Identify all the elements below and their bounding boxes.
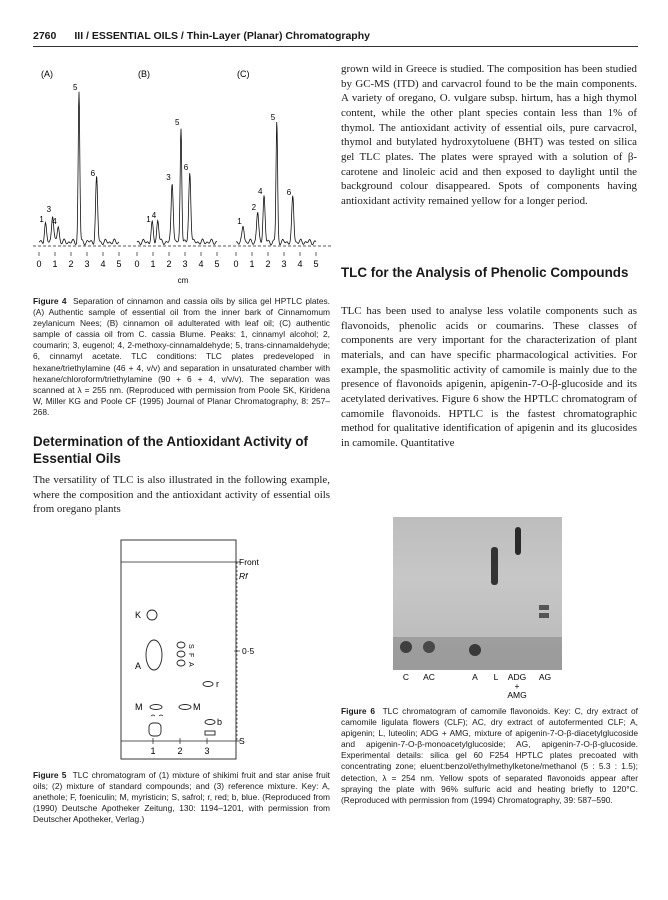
section-heading-antioxidant: Determination of the Antioxidant Activity of Essential Oils bbox=[33, 434, 309, 466]
fig4-tick-label-1-3: 3 bbox=[84, 259, 90, 269]
fig4-tick-label-2-1: 1 bbox=[150, 259, 156, 269]
fig5-spot-m1 bbox=[150, 705, 162, 710]
fig4-tick-label-1-4: 4 bbox=[100, 259, 106, 269]
right-column-paragraph-2: TLC has been used to analyse less volatile components such as flavonoids, phenolic acids or coumarins. These classes of components are very important for the characterization of plant materials, and can have specific pharmacological activities. For example, the spasmolitic activity of camomile is mainly due to the presence of flavonoids apigenin, apigenin-7-O-β-glucoside and its acetylated derivatives. Figure 6 show the HPTLC chromatogram of camomile flavonoids. HPTLC is the fastest chromatographic method for qualitative identification of apigenin and its glucosides in camomile. Quantitative bbox=[341, 305, 637, 449]
fig6-lane-label-ac: AC bbox=[423, 672, 435, 682]
figure-5-caption-label: Figure 5 bbox=[33, 770, 67, 780]
figure-6-hptlc-photo bbox=[393, 517, 562, 670]
figure-4-caption-label: Figure 4 bbox=[33, 296, 67, 306]
fig5-front-label: Front bbox=[239, 557, 259, 567]
section-heading-phenolic: TLC for the Analysis of Phenolic Compounds bbox=[341, 265, 629, 280]
fig4-tick-label-3-2: 2 bbox=[265, 259, 271, 269]
fig6-spot-ag-2 bbox=[539, 605, 549, 610]
fig6-spot-adg-1 bbox=[491, 547, 498, 585]
fig4-tick-label-1-1: 1 bbox=[52, 259, 58, 269]
figure-5-tlc-plate bbox=[118, 538, 278, 763]
fig5-spot-lane3-base bbox=[205, 731, 215, 735]
fig5-start-label: S bbox=[239, 736, 245, 746]
fig4-tick-label-2-0: 0 bbox=[134, 259, 140, 269]
figure-6-lane-labels bbox=[393, 671, 568, 701]
fig4-panel-label-b: (B) bbox=[138, 69, 150, 79]
fig4-peak-label-2-4: 4 bbox=[151, 211, 157, 220]
figure-4-densitogram bbox=[33, 60, 333, 292]
fig4-tick-label-2-3: 3 bbox=[182, 259, 188, 269]
fig4-trace-panel-3 bbox=[236, 122, 316, 245]
fig6-spot-ag-1 bbox=[515, 527, 521, 555]
figure-5-caption-text: TLC chromatogram of (1) mixture of shikimi fruit and star anise fruit oils; (2) mixture of standard compounds; and (3) reference mixture. Key: A, anethole; F, foeniculin; M, myristicin; S, safrol; r, red; b, blue. (Reproduced from (1990) Deutsche Apotheker Zeitung, 130: 1194–1201, with permission from Deutscher Apotheker, Verlag.) bbox=[33, 770, 331, 825]
fig6-lane-label-ag: AG bbox=[538, 672, 552, 682]
fig4-peak-label-1-3: 3 bbox=[46, 205, 52, 214]
fig4-peak-label-1-5: 5 bbox=[73, 83, 78, 92]
header-rule bbox=[33, 46, 638, 47]
fig4-peak-label-2-5: 5 bbox=[175, 118, 180, 127]
fig5-spot-b bbox=[205, 720, 215, 725]
fig5-spot-a bbox=[146, 640, 162, 670]
fig5-spot-label-a: A bbox=[135, 661, 142, 671]
fig5-half-label: 0·5 bbox=[242, 646, 255, 656]
fig6-lane-label-adg: ADG bbox=[507, 672, 527, 682]
fig5-spot-label-f: F bbox=[187, 653, 194, 658]
fig5-spot-label-a2: A bbox=[187, 662, 194, 667]
fig4-tick-label-2-2: 2 bbox=[166, 259, 172, 269]
fig4-tick-label-1-2: 2 bbox=[68, 259, 74, 269]
fig5-spot-label-k: K bbox=[135, 610, 142, 620]
figure-4-caption bbox=[33, 296, 330, 418]
figure-6-caption bbox=[341, 706, 638, 806]
fig5-spot-label-s: S bbox=[187, 644, 194, 649]
fig4-panel-label-a: (A) bbox=[41, 69, 53, 79]
fig5-spot-label-m2: M bbox=[193, 702, 201, 712]
fig4-tick-label-1-0: 0 bbox=[36, 259, 42, 269]
fig5-spot-label-m1: M bbox=[135, 702, 143, 712]
fig6-lane-label-c: C bbox=[402, 672, 410, 682]
section-title: III / ESSENTIAL OILS / Thin-Layer (Planar) Chromatography bbox=[74, 30, 370, 42]
fig4-xlabel: cm bbox=[177, 276, 189, 285]
fig4-peak-label-3-4: 4 bbox=[258, 187, 263, 196]
fig4-tick-label-3-4: 4 bbox=[297, 259, 303, 269]
fig4-peak-label-3-6: 6 bbox=[286, 188, 292, 197]
fig4-peak-label-2-1: 1 bbox=[146, 215, 151, 224]
fig5-spot-lane1-base bbox=[149, 723, 161, 736]
fig4-peak-label-3-1: 1 bbox=[237, 217, 242, 226]
fig4-traces bbox=[39, 83, 316, 245]
page-number: 2760 bbox=[33, 30, 57, 42]
fig4-tick-label-2-5: 5 bbox=[214, 259, 220, 269]
section-antioxidant-paragraph: The versatility of TLC is also illustrated in the following example, where the composition and the antioxidant activity of essential oils from oregano plants bbox=[33, 474, 330, 516]
fig5-spot-a2 bbox=[177, 660, 185, 666]
fig5-lane-label-2: 2 bbox=[177, 746, 183, 756]
fig6-lane-label-amg: AMG bbox=[507, 690, 527, 700]
figure-6-caption-label: Figure 6 bbox=[341, 706, 376, 716]
fig5-spot-label-r: r bbox=[216, 679, 219, 689]
fig5-spot-label-b: b bbox=[217, 717, 223, 727]
fig4-tick-label-3-0: 0 bbox=[233, 259, 239, 269]
fig4-tick-label-2-4: 4 bbox=[198, 259, 204, 269]
figure-4-caption-text: Separation of cinnamon and cassia oils by silica gel HPTLC plates. (A) Authentic sample of essential oil from the inner bark of Cinnamomum zeylanicum Nees; (B) cinnamon oil adulterated with leaf oil; (C) authentic sample of cassia oil from C. cassia Blume. Peaks: 1, cinnamyl alcohol; 2, coumarin; 3, eugenol; 4, 2-methoxy-cinnamaldehyde; 5, trans-cinnamaldehyde; 6, cinnamyl acetate. TLC conditions: TLC plates predeveloped in hexane/triethylamine (46 + 4, v/v) and separation in unsaturated chamber with hexane/chloroform/triethylamine (90 + 6 + 4, v/v/v). The separation was scanned at λ = 255 nm. (Reproduced with permission from Poole SK, Kiridena W, Miller KG and Poole CF (1995) Journal of Planar Chromatography, 8: 257–268. bbox=[33, 296, 331, 417]
fig6-lane-label-plus: + bbox=[514, 681, 520, 691]
figure-6-caption-text: TLC chromatogram of camomile flavonoids. Key: C, dry extract of camomile ligulata flowers (CLF); AC, dry extract of autofermented CLF; A, apigenin; L, luteolin; ADG + AMG, mixture of apigenin-7-O-β-diacetylglucoside and apigenin-7-O-β-monoacetylglucoside; AG, apigenin-7-O-β-glucoside. Experimental details: silica gel 60 F254 HPTLC plates precoated with concentrating zone; eluent:benzol/ethylmethylketone/methanol (5 : 5.3 : 1.5); detection, λ = 254 nm. Yellow spots of separated flavonoids appear after spraying the plate with 96% sulfuric acid and heating briefly to 120°C. (Reproduced with permission from (1994) Chromatography, 39: 587–590. bbox=[341, 706, 639, 805]
fig4-peak-label-2-3: 3 bbox=[166, 173, 171, 182]
fig5-lane-label-1: 1 bbox=[150, 746, 156, 756]
fig5-spot-s bbox=[177, 642, 185, 648]
figure-5-caption bbox=[33, 770, 330, 825]
fig6-lane-label-l: L bbox=[493, 672, 499, 682]
fig4-trace-panel-1 bbox=[39, 92, 119, 245]
fig4-tick-label-3-5: 5 bbox=[313, 259, 319, 269]
fig4-trace-panel-2 bbox=[137, 129, 217, 245]
fig4-panel-label-c: (C) bbox=[237, 69, 250, 79]
fig4-peak-label-1-6: 6 bbox=[90, 169, 96, 178]
fig4-peak-label-2-6: 6 bbox=[183, 163, 189, 172]
fig5-spot-f bbox=[177, 651, 185, 657]
fig5-spot-r bbox=[203, 682, 213, 687]
running-header bbox=[33, 30, 638, 42]
fig4-tick-label-1-5: 5 bbox=[116, 259, 122, 269]
fig6-spot-ag-3 bbox=[539, 613, 549, 618]
right-column-paragraph-1: grown wild in Greece is studied. The composition has been studied by GC-MS (ITD) and carvacrol found to be the main components. A variety of oregano, O. vulgare subsp. hirtum, has a high thymol content, while the other plant species contain less than 1% of thymol. The antioxidant activity of essential oils, pure carvacrol, thymol and butylated hydroxytoluene (BHT) was tested on silica gel TLC plates. The plates were sprayed with a solution of β-carotene and linoleic acid and then exposed to daylight until the background colour disappeared. Spots of components having antioxidant activity remained yellow for a longer period. bbox=[341, 63, 637, 207]
fig4-tick-label-3-3: 3 bbox=[281, 259, 287, 269]
fig4-peak-label-1-4: 4 bbox=[52, 217, 57, 226]
fig4-ticks bbox=[36, 252, 318, 269]
fig5-spot-k bbox=[147, 610, 157, 620]
fig5-spot-m2 bbox=[179, 705, 191, 710]
fig4-panel-labels bbox=[41, 69, 250, 79]
fig5-rf-label: Rf bbox=[239, 571, 248, 581]
fig5-lane-label-3: 3 bbox=[204, 746, 210, 756]
fig4-peak-label-3-5: 5 bbox=[270, 113, 276, 122]
fig4-peak-label-1-1: 1 bbox=[39, 215, 44, 224]
fig4-tick-label-3-1: 1 bbox=[249, 259, 255, 269]
fig6-lane-label-a: A bbox=[472, 672, 478, 682]
fig4-peak-label-3-2: 2 bbox=[251, 203, 257, 212]
fig6-zone-lower bbox=[393, 637, 562, 670]
fig5-spot-lane1-faint bbox=[151, 715, 163, 716]
